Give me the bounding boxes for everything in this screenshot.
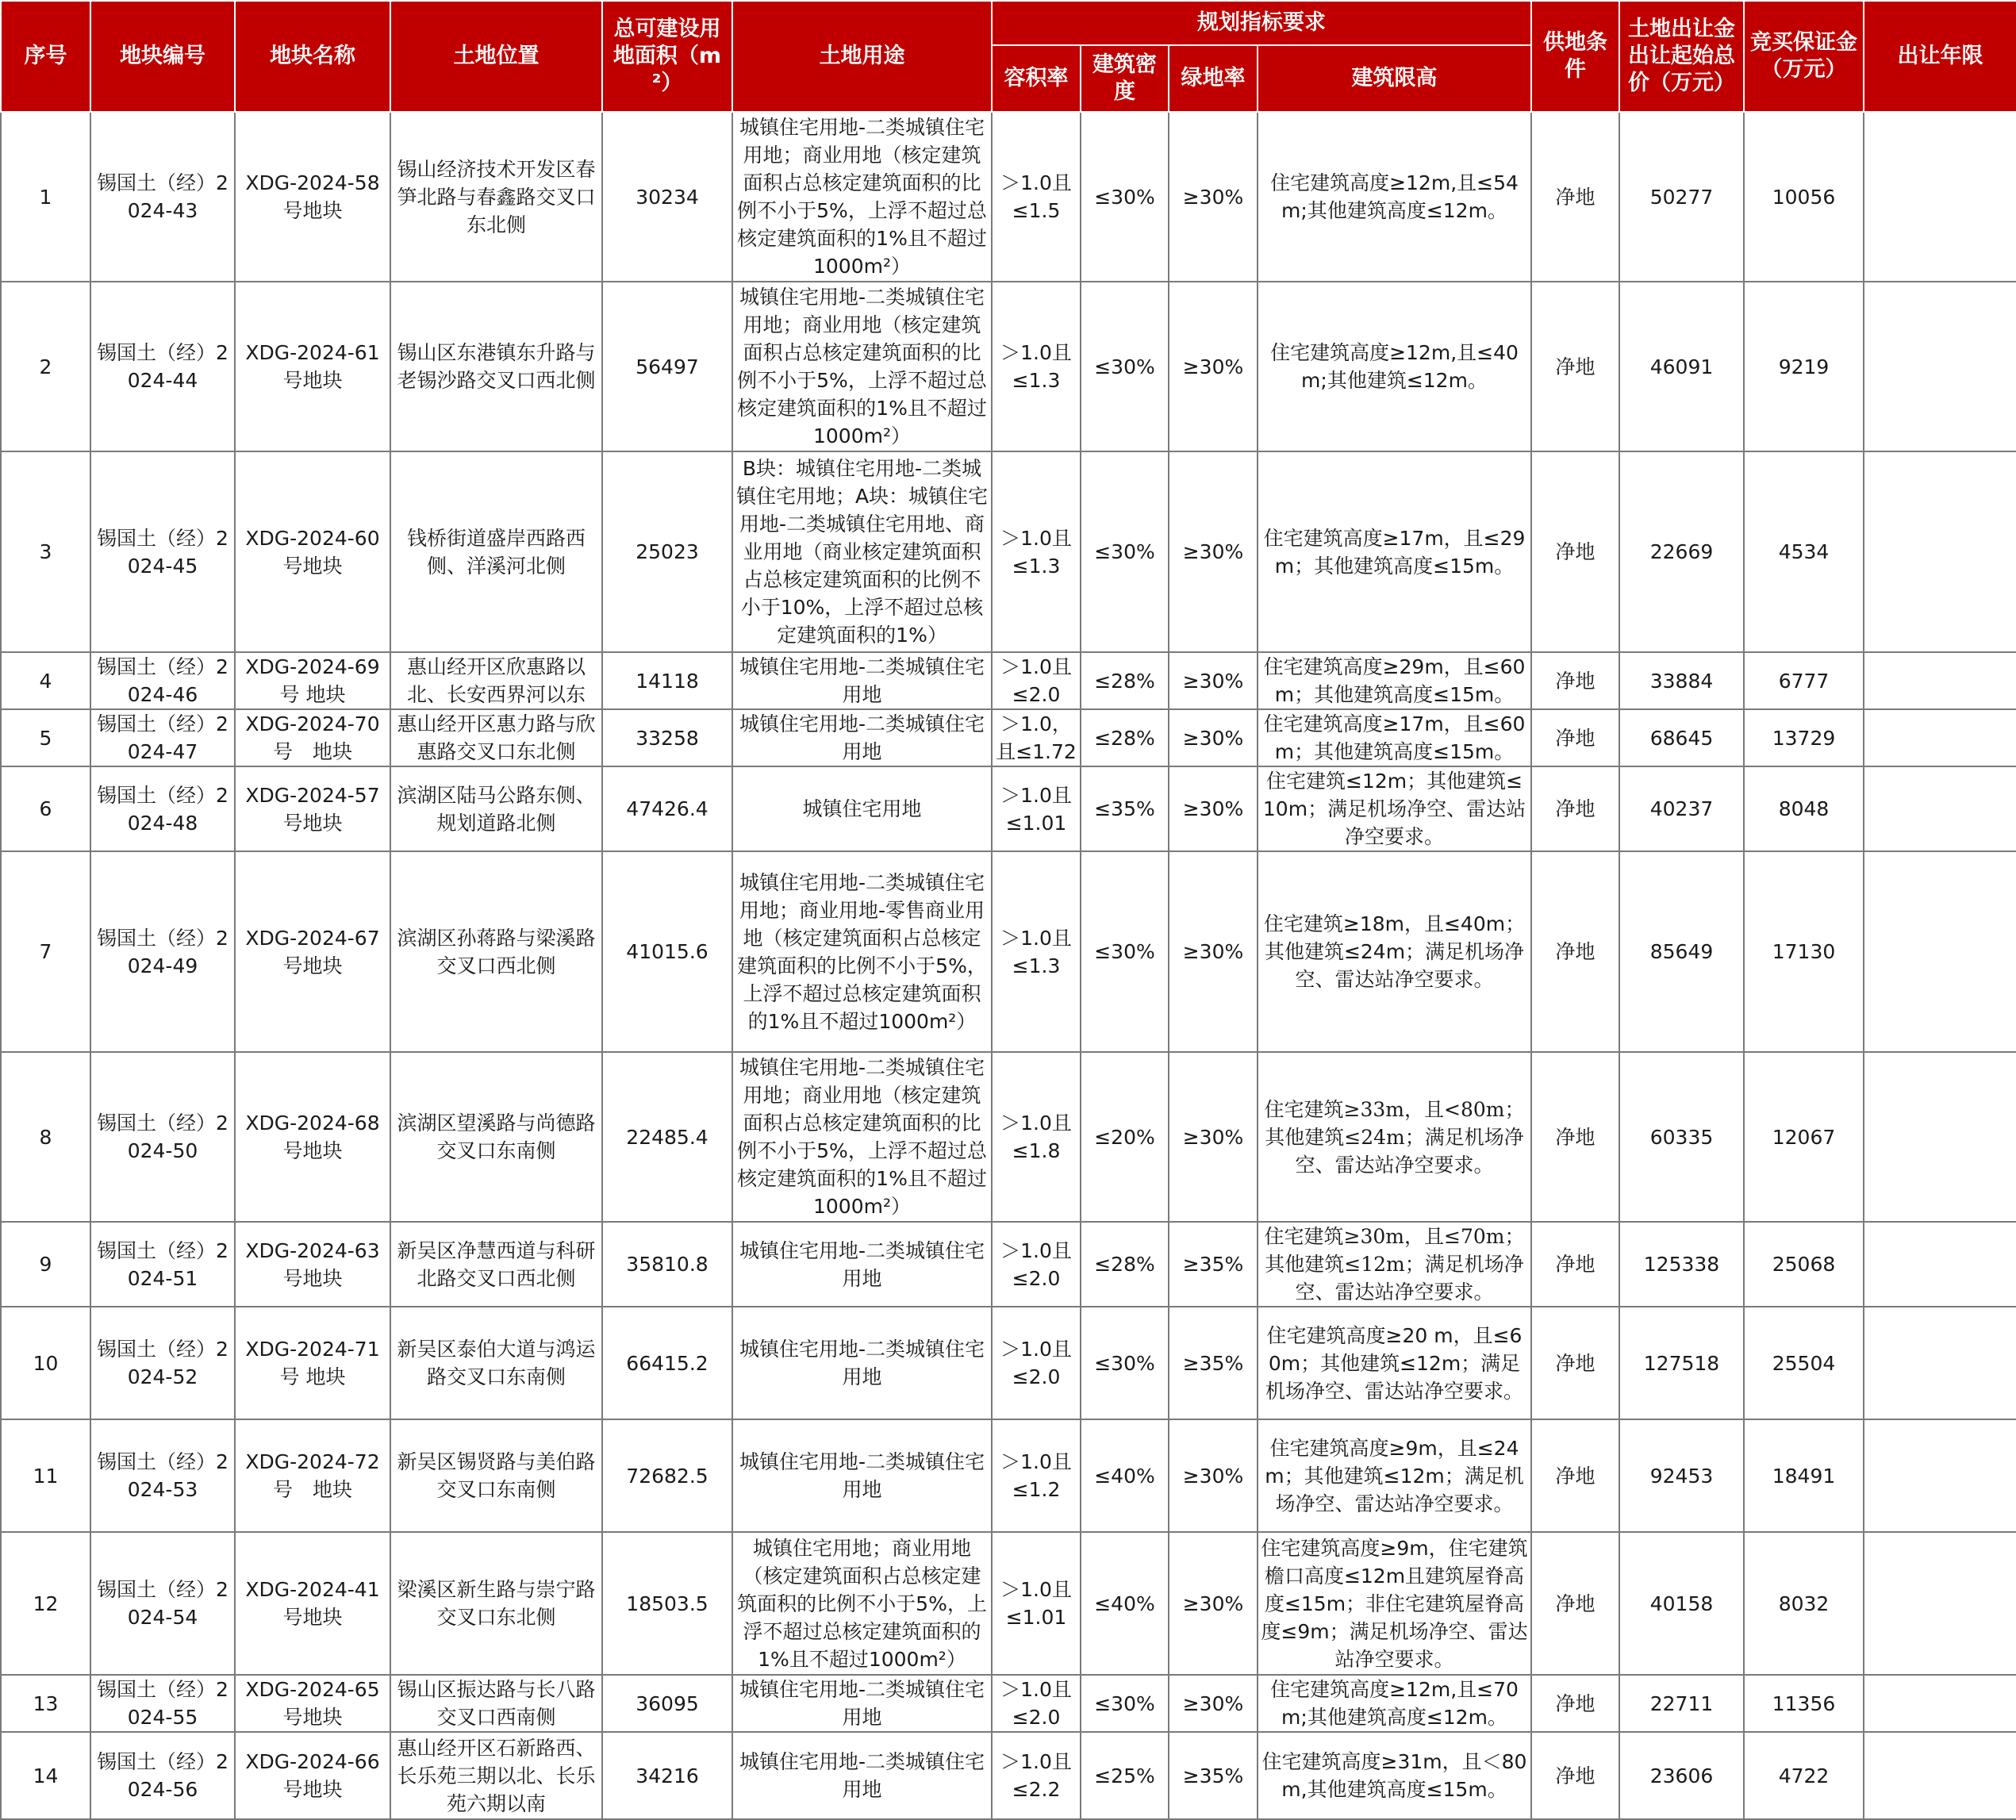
cell-far: ＞1.0，且≤1.72	[992, 709, 1081, 766]
cell-deposit: 17130	[1744, 851, 1864, 1052]
cell-use: 城镇住宅用地-二类城镇住宅用地；商业用地（核定建筑面积占总核定建筑面积的比例不小于5%，上浮不超过总核定建筑面积的1%且不超过1000m²）	[732, 112, 992, 282]
cell-price: 60335	[1619, 1052, 1744, 1222]
cell-location: 锡山区东港镇东升路与老锡沙路交叉口西北侧	[390, 282, 602, 451]
cell-code: 锡国土（经）2024-49	[90, 851, 235, 1052]
table-row	[1, 1222, 2016, 1307]
cell-density: ≤30%	[1081, 451, 1169, 652]
cell-density: ≤30%	[1081, 112, 1169, 282]
cell-area: 56497	[602, 282, 732, 451]
header-plot-code: 地块编号	[90, 1, 235, 112]
cell-density: ≤30%	[1081, 1675, 1169, 1732]
cell-supply: 净地	[1531, 1052, 1619, 1222]
cell-name: XDG-2024-58号地块	[235, 112, 390, 282]
cell-term	[1864, 1052, 2016, 1222]
header-deposit: 竞买保证金（万元）	[1744, 1, 1864, 112]
cell-price: 40237	[1619, 766, 1744, 851]
table-row	[1, 851, 2016, 1052]
cell-far: ＞1.0且≤1.01	[992, 1532, 1081, 1675]
table-row	[1, 1419, 2016, 1532]
cell-name: XDG-2024-57号地块	[235, 766, 390, 851]
cell-seq: 14	[1, 1732, 90, 1819]
cell-name: XDG-2024-41号地块	[235, 1532, 390, 1675]
cell-location: 锡山区振达路与长八路交叉口西南侧	[390, 1675, 602, 1732]
cell-height: 住宅建筑高度≥9m，且≤24m；其他建筑≤12m；满足机场净空、雷达站净空要求。	[1258, 1419, 1531, 1532]
cell-name: XDG-2024-71号 地块	[235, 1307, 390, 1419]
cell-location: 惠山经开区石新路西、长乐苑三期以北、长乐苑六期以南	[390, 1732, 602, 1819]
cell-far: ＞1.0且≤1.8	[992, 1052, 1081, 1222]
cell-height: 住宅建筑高度≥9m，住宅建筑檐口高度≤12m且建筑屋脊高度≤15m；非住宅建筑屋脊高度≤9m；满足机场净空、雷达站净空要求。	[1258, 1532, 1531, 1675]
cell-code: 锡国土（经）2024-50	[90, 1052, 235, 1222]
cell-far: ＞1.0且≤1.5	[992, 112, 1081, 282]
header-use: 土地用途	[732, 1, 992, 112]
cell-code: 锡国土（经）2024-55	[90, 1675, 235, 1732]
cell-deposit: 18491	[1744, 1419, 1864, 1532]
cell-deposit: 11356	[1744, 1675, 1864, 1732]
cell-area: 22485.4	[602, 1052, 732, 1222]
cell-green: ≥30%	[1169, 282, 1258, 451]
cell-use: 城镇住宅用地-二类城镇住宅用地	[732, 652, 992, 709]
cell-green: ≥30%	[1169, 709, 1258, 766]
cell-code: 锡国土（经）2024-51	[90, 1222, 235, 1307]
cell-seq: 2	[1, 282, 90, 451]
cell-height: 住宅建筑高度≥17m，且≤29m；其他建筑高度≤15m。	[1258, 451, 1531, 652]
cell-use: 城镇住宅用地-二类城镇住宅用地	[732, 1307, 992, 1419]
cell-name: XDG-2024-67号地块	[235, 851, 390, 1052]
cell-density: ≤30%	[1081, 851, 1169, 1052]
cell-height: 住宅建筑高度≥17m，且≤60m；其他建筑高度≤15m。	[1258, 709, 1531, 766]
cell-green: ≥30%	[1169, 1052, 1258, 1222]
cell-location: 惠山经开区欣惠路以北、长安西界河以东	[390, 652, 602, 709]
table-row	[1, 112, 2016, 282]
header-height: 建筑限高	[1258, 45, 1531, 112]
cell-green: ≥30%	[1169, 766, 1258, 851]
header-term: 出让年限	[1864, 1, 2016, 112]
table-row	[1, 652, 2016, 709]
cell-area: 66415.2	[602, 1307, 732, 1419]
cell-green: ≥30%	[1169, 1419, 1258, 1532]
table-body	[1, 112, 2016, 1819]
cell-term	[1864, 1222, 2016, 1307]
table-row	[1, 1675, 2016, 1732]
table-row	[1, 282, 2016, 451]
cell-code: 锡国土（经）2024-52	[90, 1307, 235, 1419]
cell-location: 新吴区净慧西道与科研北路交叉口西北侧	[390, 1222, 602, 1307]
cell-green: ≥30%	[1169, 652, 1258, 709]
cell-location: 钱桥街道盛岸西路西侧、洋溪河北侧	[390, 451, 602, 652]
cell-supply: 净地	[1531, 851, 1619, 1052]
cell-price: 92453	[1619, 1419, 1744, 1532]
table-row	[1, 1307, 2016, 1419]
cell-location: 滨湖区陆马公路东侧、规划道路北侧	[390, 766, 602, 851]
cell-term	[1864, 709, 2016, 766]
cell-green: ≥30%	[1169, 851, 1258, 1052]
cell-supply: 净地	[1531, 1419, 1619, 1532]
cell-area: 47426.4	[602, 766, 732, 851]
cell-density: ≤40%	[1081, 1532, 1169, 1675]
cell-seq: 9	[1, 1222, 90, 1307]
cell-code: 锡国土（经）2024-56	[90, 1732, 235, 1819]
cell-far: ＞1.0且≤2.0	[992, 1307, 1081, 1419]
cell-green: ≥30%	[1169, 112, 1258, 282]
cell-far: ＞1.0且≤2.0	[992, 1222, 1081, 1307]
cell-location: 滨湖区望溪路与尚德路交叉口东南侧	[390, 1052, 602, 1222]
cell-name: XDG-2024-63号地块	[235, 1222, 390, 1307]
cell-supply: 净地	[1531, 1532, 1619, 1675]
cell-deposit: 4534	[1744, 451, 1864, 652]
cell-code: 锡国土（经）2024-44	[90, 282, 235, 451]
cell-far: ＞1.0且≤1.3	[992, 851, 1081, 1052]
cell-seq: 13	[1, 1675, 90, 1732]
cell-height: 住宅建筑≤12m；其他建筑≤10m；满足机场净空、雷达站净空要求。	[1258, 766, 1531, 851]
cell-location: 梁溪区新生路与崇宁路交叉口东北侧	[390, 1532, 602, 1675]
cell-term	[1864, 1419, 2016, 1532]
cell-supply: 净地	[1531, 282, 1619, 451]
cell-term	[1864, 766, 2016, 851]
cell-use: 城镇住宅用地	[732, 766, 992, 851]
cell-area: 14118	[602, 652, 732, 709]
cell-term	[1864, 652, 2016, 709]
cell-deposit: 8032	[1744, 1532, 1864, 1675]
cell-far: ＞1.0且≤1.3	[992, 282, 1081, 451]
cell-code: 锡国土（经）2024-47	[90, 709, 235, 766]
cell-seq: 7	[1, 851, 90, 1052]
cell-name: XDG-2024-72号 地块	[235, 1419, 390, 1532]
cell-name: XDG-2024-65号地块	[235, 1675, 390, 1732]
cell-height: 住宅建筑高度≥12m,且≤70m;其他建筑高度≤12m。	[1258, 1675, 1531, 1732]
cell-supply: 净地	[1531, 112, 1619, 282]
cell-term	[1864, 451, 2016, 652]
cell-green: ≥35%	[1169, 1732, 1258, 1819]
cell-deposit: 4722	[1744, 1732, 1864, 1819]
cell-name: XDG-2024-70号 地块	[235, 709, 390, 766]
table-row	[1, 1052, 2016, 1222]
table-row	[1, 1532, 2016, 1675]
cell-height: 住宅建筑≥33m，且<80m；其他建筑≤24m；满足机场净空、雷达站净空要求。	[1258, 1052, 1531, 1222]
cell-term	[1864, 1307, 2016, 1419]
cell-deposit: 8048	[1744, 766, 1864, 851]
cell-price: 33884	[1619, 652, 1744, 709]
header-seq: 序号	[1, 1, 90, 112]
cell-density: ≤28%	[1081, 652, 1169, 709]
cell-far: ＞1.0且≤2.2	[992, 1732, 1081, 1819]
cell-price: 125338	[1619, 1222, 1744, 1307]
cell-name: XDG-2024-66号地块	[235, 1732, 390, 1819]
cell-price: 127518	[1619, 1307, 1744, 1419]
cell-green: ≥30%	[1169, 451, 1258, 652]
cell-area: 41015.6	[602, 851, 732, 1052]
cell-seq: 1	[1, 112, 90, 282]
cell-green: ≥30%	[1169, 1675, 1258, 1732]
cell-seq: 11	[1, 1419, 90, 1532]
header-plot-name: 地块名称	[235, 1, 390, 112]
cell-deposit: 9219	[1744, 282, 1864, 451]
cell-term	[1864, 851, 2016, 1052]
header-planning-group: 规划指标要求	[992, 1, 1531, 45]
header-start-price: 土地出让金出让起始总价（万元）	[1619, 1, 1744, 112]
cell-price: 50277	[1619, 112, 1744, 282]
cell-density: ≤30%	[1081, 1307, 1169, 1419]
cell-height: 住宅建筑高度≥31m，且＜80m,其他建筑高度≤15m。	[1258, 1732, 1531, 1819]
cell-term	[1864, 1675, 2016, 1732]
cell-location: 锡山经济技术开发区春笋北路与春鑫路交叉口东北侧	[390, 112, 602, 282]
table-row	[1, 709, 2016, 766]
cell-use: 城镇住宅用地-二类城镇住宅用地	[732, 709, 992, 766]
table-row	[1, 451, 2016, 652]
header-density: 建筑密度	[1081, 45, 1169, 112]
cell-height: 住宅建筑高度≥29m，且≤60m；其他建筑高度≤15m。	[1258, 652, 1531, 709]
cell-use: 城镇住宅用地-二类城镇住宅用地	[732, 1222, 992, 1307]
cell-location: 新吴区锡贤路与美伯路交叉口东南侧	[390, 1419, 602, 1532]
cell-height: 住宅建筑高度≥12m,且≤40m;其他建筑≤12m。	[1258, 282, 1531, 451]
cell-area: 72682.5	[602, 1419, 732, 1532]
cell-density: ≤28%	[1081, 1222, 1169, 1307]
cell-deposit: 13729	[1744, 709, 1864, 766]
cell-name: XDG-2024-69号 地块	[235, 652, 390, 709]
cell-green: ≥30%	[1169, 1532, 1258, 1675]
cell-height: 住宅建筑高度≥12m,且≤54m;其他建筑高度≤12m。	[1258, 112, 1531, 282]
cell-deposit: 6777	[1744, 652, 1864, 709]
cell-seq: 3	[1, 451, 90, 652]
cell-supply: 净地	[1531, 1222, 1619, 1307]
cell-use: 城镇住宅用地-二类城镇住宅用地	[732, 1732, 992, 1819]
cell-price: 22669	[1619, 451, 1744, 652]
header-green: 绿地率	[1169, 45, 1258, 112]
table-row	[1, 766, 2016, 851]
cell-supply: 净地	[1531, 1307, 1619, 1419]
cell-code: 锡国土（经）2024-45	[90, 451, 235, 652]
cell-term	[1864, 1732, 2016, 1819]
cell-density: ≤20%	[1081, 1052, 1169, 1222]
cell-seq: 10	[1, 1307, 90, 1419]
cell-term	[1864, 112, 2016, 282]
cell-name: XDG-2024-60号地块	[235, 451, 390, 652]
cell-code: 锡国土（经）2024-46	[90, 652, 235, 709]
header-location: 土地位置	[390, 1, 602, 112]
cell-use: B块：城镇住宅用地-二类城镇住宅用地；A块：城镇住宅用地-二类城镇住宅用地、商业用地（商业核定建筑面积占总核定建筑面积的比例不小于10%，上浮不超过总核定建筑面积的1%）	[732, 451, 992, 652]
cell-height: 住宅建筑≥30m，且≤70m；其他建筑≤12m；满足机场净空、雷达站净空要求。	[1258, 1222, 1531, 1307]
cell-location: 滨湖区孙蒋路与梁溪路交叉口西北侧	[390, 851, 602, 1052]
cell-price: 40158	[1619, 1532, 1744, 1675]
header-far: 容积率	[992, 45, 1081, 112]
cell-seq: 5	[1, 709, 90, 766]
cell-area: 35810.8	[602, 1222, 732, 1307]
cell-location: 惠山经开区惠力路与欣惠路交叉口东北侧	[390, 709, 602, 766]
cell-use: 城镇住宅用地-二类城镇住宅用地	[732, 1675, 992, 1732]
cell-supply: 净地	[1531, 652, 1619, 709]
header-area: 总可建设用地面积（m²）	[602, 1, 732, 112]
cell-seq: 8	[1, 1052, 90, 1222]
cell-seq: 4	[1, 652, 90, 709]
cell-use: 城镇住宅用地-二类城镇住宅用地；商业用地-零售商业用地（核定建筑面积占总核定建筑面积的比例不小于5%，上浮不超过总核定建筑面积的1%且不超过1000m²）	[732, 851, 992, 1052]
cell-green: ≥35%	[1169, 1307, 1258, 1419]
cell-supply: 净地	[1531, 1732, 1619, 1819]
cell-density: ≤30%	[1081, 282, 1169, 451]
cell-green: ≥35%	[1169, 1222, 1258, 1307]
header-supply: 供地条件	[1531, 1, 1619, 112]
cell-area: 34216	[602, 1732, 732, 1819]
cell-price: 46091	[1619, 282, 1744, 451]
cell-use: 城镇住宅用地-二类城镇住宅用地；商业用地（核定建筑面积占总核定建筑面积的比例不小于5%，上浮不超过总核定建筑面积的1%且不超过1000m²）	[732, 1052, 992, 1222]
cell-area: 25023	[602, 451, 732, 652]
cell-seq: 12	[1, 1532, 90, 1675]
table-row	[1, 1732, 2016, 1819]
cell-area: 36095	[602, 1675, 732, 1732]
cell-term	[1864, 282, 2016, 451]
cell-code: 锡国土（经）2024-53	[90, 1419, 235, 1532]
cell-deposit: 25504	[1744, 1307, 1864, 1419]
cell-code: 锡国土（经）2024-48	[90, 766, 235, 851]
cell-far: ＞1.0且≤2.0	[992, 652, 1081, 709]
cell-area: 33258	[602, 709, 732, 766]
cell-far: ＞1.0且≤1.3	[992, 451, 1081, 652]
cell-price: 68645	[1619, 709, 1744, 766]
cell-height: 住宅建筑≥18m，且≤40m；其他建筑≤24m；满足机场净空、雷达站净空要求。	[1258, 851, 1531, 1052]
cell-density: ≤25%	[1081, 1732, 1169, 1819]
cell-far: ＞1.0且≤1.01	[992, 766, 1081, 851]
cell-density: ≤28%	[1081, 709, 1169, 766]
cell-area: 30234	[602, 112, 732, 282]
cell-deposit: 25068	[1744, 1222, 1864, 1307]
cell-far: ＞1.0且≤1.2	[992, 1419, 1081, 1532]
cell-code: 锡国土（经）2024-43	[90, 112, 235, 282]
cell-name: XDG-2024-61号地块	[235, 282, 390, 451]
cell-supply: 净地	[1531, 766, 1619, 851]
table-header	[1, 1, 2016, 112]
cell-name: XDG-2024-68号地块	[235, 1052, 390, 1222]
cell-term	[1864, 1532, 2016, 1675]
cell-use: 城镇住宅用地-二类城镇住宅用地	[732, 1419, 992, 1532]
cell-density: ≤35%	[1081, 766, 1169, 851]
cell-use: 城镇住宅用地；商业用地（核定建筑面积占总核定建筑面积的比例不小于5%，上浮不超过总核定建筑面积的1%且不超过1000m²）	[732, 1532, 992, 1675]
cell-price: 22711	[1619, 1675, 1744, 1732]
cell-use: 城镇住宅用地-二类城镇住宅用地；商业用地（核定建筑面积占总核定建筑面积的比例不小于5%，上浮不超过总核定建筑面积的1%且不超过1000m²）	[732, 282, 992, 451]
cell-seq: 6	[1, 766, 90, 851]
cell-area: 18503.5	[602, 1532, 732, 1675]
cell-location: 新吴区泰伯大道与鸿运路交叉口东南侧	[390, 1307, 602, 1419]
cell-supply: 净地	[1531, 709, 1619, 766]
cell-price: 23606	[1619, 1732, 1744, 1819]
cell-far: ＞1.0且≤2.0	[992, 1675, 1081, 1732]
cell-density: ≤40%	[1081, 1419, 1169, 1532]
cell-supply: 净地	[1531, 1675, 1619, 1732]
cell-supply: 净地	[1531, 451, 1619, 652]
cell-code: 锡国土（经）2024-54	[90, 1532, 235, 1675]
cell-deposit: 10056	[1744, 112, 1864, 282]
cell-height: 住宅建筑高度≥20 m，且≤60m；其他建筑≤12m；满足机场净空、雷达站净空要求。	[1258, 1307, 1531, 1419]
cell-deposit: 12067	[1744, 1052, 1864, 1222]
cell-price: 85649	[1619, 851, 1744, 1052]
